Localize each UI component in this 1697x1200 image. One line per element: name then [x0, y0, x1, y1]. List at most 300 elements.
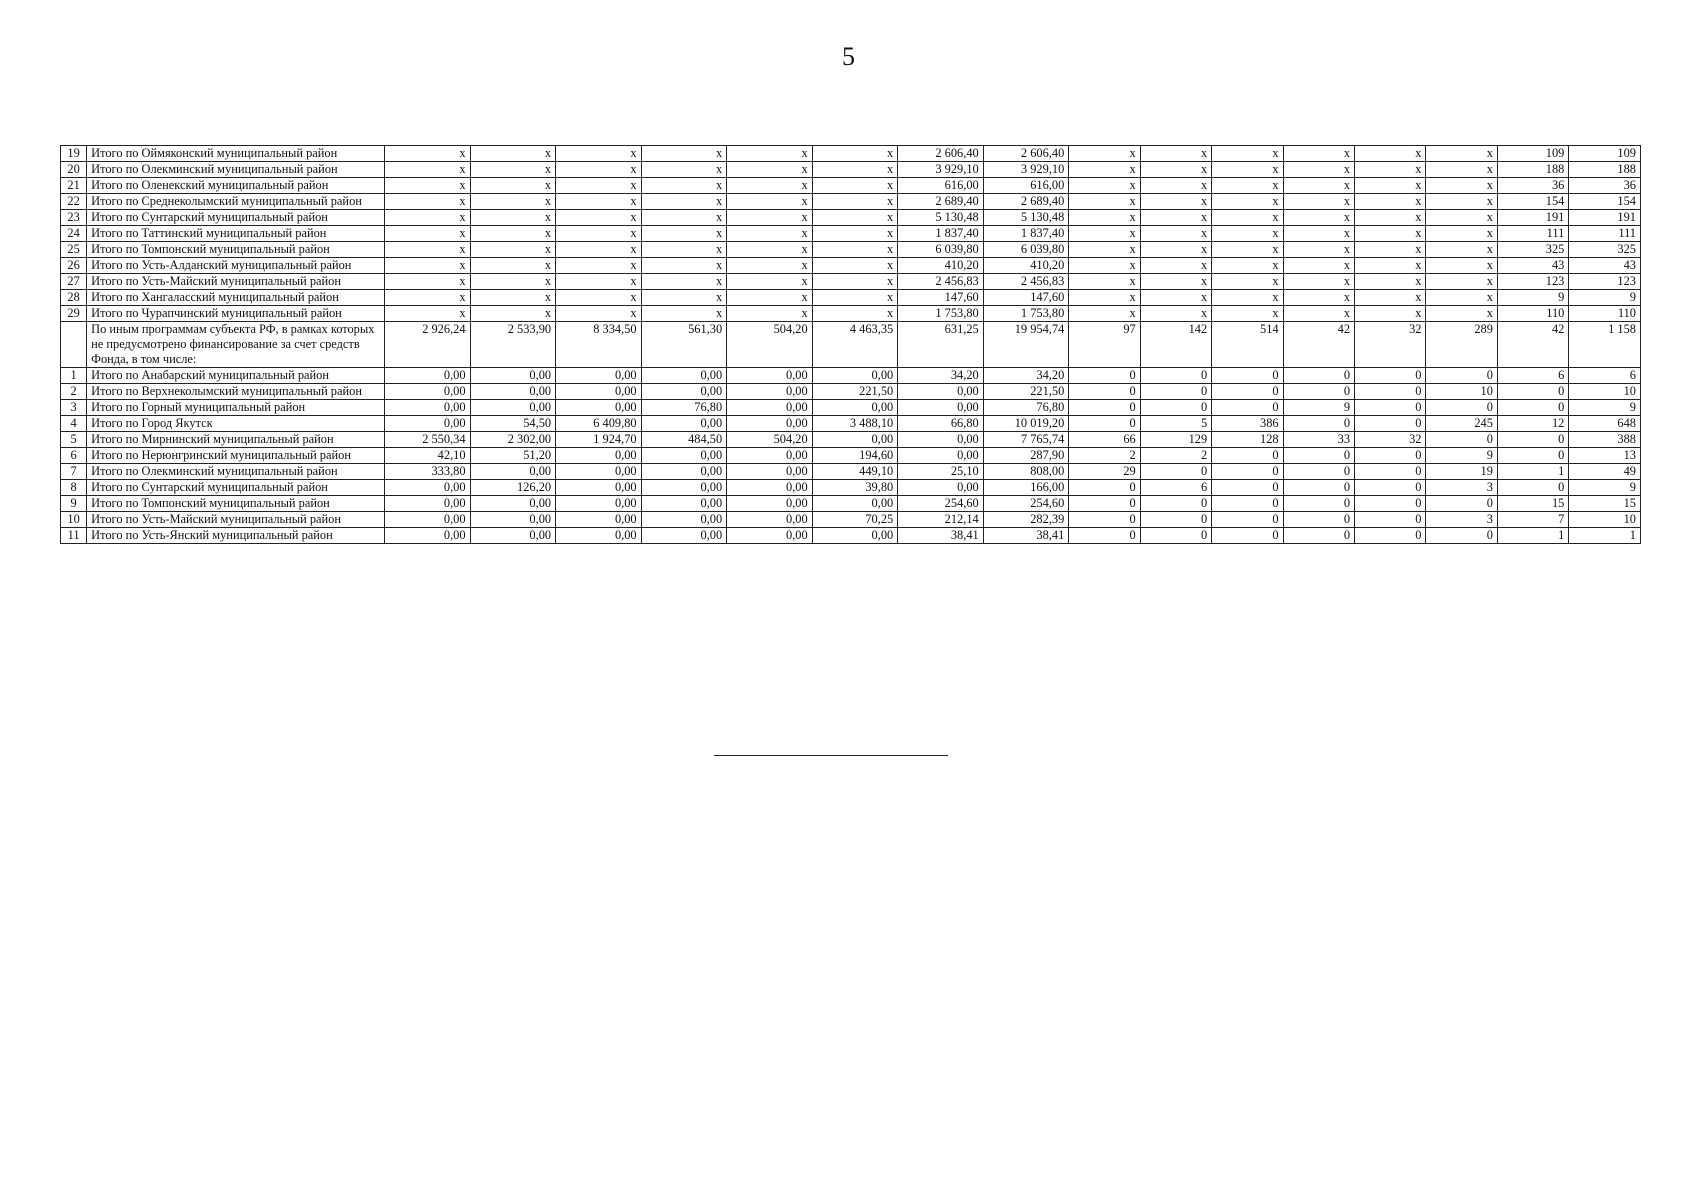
table-row	[61, 512, 1641, 528]
table-cell: х	[1140, 290, 1211, 306]
table-cell: 10	[1569, 512, 1641, 528]
table-cell: х	[641, 258, 727, 274]
table-cell: х	[727, 226, 813, 242]
row-number: 5	[61, 432, 87, 448]
table-row	[61, 322, 1641, 368]
table-cell: х	[385, 178, 471, 194]
table-cell: х	[641, 162, 727, 178]
table-cell: 0	[1497, 432, 1568, 448]
table-cell: 0,00	[641, 480, 727, 496]
table-cell: 76,80	[641, 400, 727, 416]
table-cell: 0	[1355, 368, 1426, 384]
table-cell: 32	[1355, 432, 1426, 448]
table-row	[61, 464, 1641, 480]
table-cell: 191	[1569, 210, 1641, 226]
table-cell: 0,00	[812, 432, 898, 448]
table-cell: х	[385, 162, 471, 178]
table-cell: 8 334,50	[556, 322, 642, 368]
table-cell: 0,00	[641, 448, 727, 464]
table-cell: 449,10	[812, 464, 898, 480]
table-cell: 6	[1140, 480, 1211, 496]
table-cell: х	[1212, 274, 1283, 290]
table-cell: х	[556, 306, 642, 322]
table-cell: х	[1355, 162, 1426, 178]
table-row	[61, 146, 1641, 162]
table-cell: х	[1140, 306, 1211, 322]
table-cell: 504,20	[727, 432, 813, 448]
table-cell: 0	[1283, 416, 1354, 432]
table-cell: 142	[1140, 322, 1211, 368]
table-cell: 616,00	[898, 178, 984, 194]
table-cell: х	[812, 194, 898, 210]
table-cell: х	[812, 258, 898, 274]
table-cell: х	[1140, 274, 1211, 290]
table-cell: х	[641, 226, 727, 242]
table-cell: 0,00	[385, 512, 471, 528]
table-cell: х	[1140, 194, 1211, 210]
table-cell: 0	[1212, 512, 1283, 528]
table-cell: х	[385, 210, 471, 226]
table-cell: 126,20	[470, 480, 556, 496]
row-name: Итого по Мирнинский муниципальный район	[87, 432, 385, 448]
table-cell: 12	[1497, 416, 1568, 432]
table-cell: 0,00	[727, 416, 813, 432]
table-cell: 0	[1283, 368, 1354, 384]
row-name: Итого по Сунтарский муниципальный район	[87, 480, 385, 496]
table-cell: х	[1140, 162, 1211, 178]
table-cell: 0,00	[727, 448, 813, 464]
table-cell: 66	[1069, 432, 1140, 448]
table-cell: 0,00	[385, 496, 471, 512]
table-cell: х	[385, 306, 471, 322]
table-cell: 42,10	[385, 448, 471, 464]
table-cell: 0,00	[898, 384, 984, 400]
table-cell: х	[1283, 194, 1354, 210]
table-cell: 10	[1569, 384, 1641, 400]
table-cell: 0	[1355, 512, 1426, 528]
table-cell: 123	[1497, 274, 1568, 290]
table-cell: х	[1426, 242, 1497, 258]
table-cell: х	[1212, 226, 1283, 242]
table-cell: 0,00	[727, 512, 813, 528]
table-cell: 0,00	[470, 512, 556, 528]
table-cell: 0	[1497, 384, 1568, 400]
table-cell: 0	[1140, 400, 1211, 416]
table-cell: 0	[1140, 384, 1211, 400]
table-cell: 2 606,40	[898, 146, 984, 162]
table-cell: 33	[1283, 432, 1354, 448]
table-cell: 0,00	[385, 400, 471, 416]
table-cell: 0,00	[727, 480, 813, 496]
row-number: 6	[61, 448, 87, 464]
table-cell: х	[1283, 146, 1354, 162]
table-cell: х	[1140, 210, 1211, 226]
table-cell: 2 550,34	[385, 432, 471, 448]
row-name: Итого по Оймяконский муниципальный район	[87, 146, 385, 162]
table-cell: х	[470, 146, 556, 162]
table-cell: 0	[1283, 464, 1354, 480]
table-cell: 0,00	[727, 528, 813, 544]
table-cell: х	[1140, 178, 1211, 194]
table-cell: 325	[1497, 242, 1568, 258]
table-cell: 2 456,83	[898, 274, 984, 290]
table-cell: 0,00	[385, 384, 471, 400]
table-cell: х	[1355, 194, 1426, 210]
table-cell: 66,80	[898, 416, 984, 432]
table-cell: х	[470, 242, 556, 258]
table-cell: х	[727, 258, 813, 274]
table-cell: х	[1283, 226, 1354, 242]
table-cell: 0	[1497, 480, 1568, 496]
table-cell: х	[1426, 178, 1497, 194]
table-cell: х	[812, 162, 898, 178]
row-name: Итого по Среднеколымский муниципальный район	[87, 194, 385, 210]
table-row	[61, 242, 1641, 258]
table-cell: 3	[1426, 480, 1497, 496]
table-cell: 212,14	[898, 512, 984, 528]
row-name: Итого по Оленекский муниципальный район	[87, 178, 385, 194]
table-cell: х	[1355, 290, 1426, 306]
table-cell: 0	[1140, 464, 1211, 480]
table-cell: 123	[1569, 274, 1641, 290]
table-row	[61, 226, 1641, 242]
row-number: 7	[61, 464, 87, 480]
table-cell: х	[1283, 274, 1354, 290]
table-cell: х	[641, 178, 727, 194]
table-cell: х	[1069, 306, 1140, 322]
table-row	[61, 480, 1641, 496]
table-cell: 109	[1497, 146, 1568, 162]
table-cell: х	[556, 194, 642, 210]
table-cell: 333,80	[385, 464, 471, 480]
table-cell: х	[385, 242, 471, 258]
row-number: 2	[61, 384, 87, 400]
table-cell: х	[385, 290, 471, 306]
table-cell: 282,39	[983, 512, 1069, 528]
table-cell: 0	[1497, 400, 1568, 416]
table-cell: х	[1283, 178, 1354, 194]
table-cell: 1	[1497, 464, 1568, 480]
table-cell: 0,00	[556, 512, 642, 528]
table-cell: х	[385, 146, 471, 162]
table-cell: 97	[1069, 322, 1140, 368]
table-cell: х	[812, 178, 898, 194]
table-cell: х	[556, 274, 642, 290]
table-cell: 0	[1355, 448, 1426, 464]
table-cell: 504,20	[727, 322, 813, 368]
table-cell: 0	[1140, 512, 1211, 528]
table-cell: 245	[1426, 416, 1497, 432]
table-cell: 154	[1569, 194, 1641, 210]
table-cell: 9	[1497, 290, 1568, 306]
table-cell: х	[641, 306, 727, 322]
table-cell: 10	[1426, 384, 1497, 400]
table-cell: х	[470, 194, 556, 210]
table-cell: 147,60	[898, 290, 984, 306]
table-cell: 0,00	[470, 464, 556, 480]
table-cell: 0,00	[385, 480, 471, 496]
table-row	[61, 258, 1641, 274]
table-cell: 0	[1355, 464, 1426, 480]
table-cell: х	[1355, 274, 1426, 290]
table-cell: 9	[1569, 480, 1641, 496]
table-cell: 154	[1497, 194, 1568, 210]
table-cell: 0,00	[385, 528, 471, 544]
table-cell: 0,00	[727, 400, 813, 416]
table-cell: 4 463,35	[812, 322, 898, 368]
table-cell: 5	[1140, 416, 1211, 432]
table-cell: х	[1426, 258, 1497, 274]
row-number: 20	[61, 162, 87, 178]
table-cell: х	[1212, 242, 1283, 258]
table-cell: 0	[1069, 400, 1140, 416]
table-cell: х	[470, 162, 556, 178]
table-cell: 43	[1497, 258, 1568, 274]
table-cell: 1 837,40	[898, 226, 984, 242]
table-cell: 188	[1497, 162, 1568, 178]
table-cell: 0	[1283, 496, 1354, 512]
table-cell: 0	[1212, 384, 1283, 400]
footer-divider	[714, 755, 948, 756]
table-cell: 0,00	[556, 528, 642, 544]
table-cell: 38,41	[898, 528, 984, 544]
table-cell: х	[812, 146, 898, 162]
table-cell: 0,00	[556, 384, 642, 400]
table-cell: 0,00	[727, 368, 813, 384]
table-cell: 0	[1283, 512, 1354, 528]
table-cell: 19	[1426, 464, 1497, 480]
table-cell: х	[727, 210, 813, 226]
row-number: 26	[61, 258, 87, 274]
table-cell: х	[1069, 210, 1140, 226]
row-number	[61, 322, 87, 368]
table-cell: х	[470, 258, 556, 274]
table-cell: 0	[1283, 384, 1354, 400]
table-cell: 38,41	[983, 528, 1069, 544]
table-cell: х	[1283, 242, 1354, 258]
table-cell: х	[641, 210, 727, 226]
row-number: 1	[61, 368, 87, 384]
table-cell: 0	[1069, 496, 1140, 512]
table-row	[61, 432, 1641, 448]
row-number: 11	[61, 528, 87, 544]
table-cell: х	[1355, 226, 1426, 242]
row-name: Итого по Усть-Майский муниципальный район	[87, 512, 385, 528]
table-cell: 0	[1069, 528, 1140, 544]
table-cell: 10 019,20	[983, 416, 1069, 432]
table-cell: х	[1069, 178, 1140, 194]
table-cell: 808,00	[983, 464, 1069, 480]
table-cell: 0	[1212, 368, 1283, 384]
table-cell: х	[727, 194, 813, 210]
table-cell: 0,00	[556, 368, 642, 384]
table-row	[61, 274, 1641, 290]
table-cell: 7 765,74	[983, 432, 1069, 448]
table-cell: х	[1212, 178, 1283, 194]
table-cell: 49	[1569, 464, 1641, 480]
table-cell: х	[641, 242, 727, 258]
row-name: Итого по Сунтарский муниципальный район	[87, 210, 385, 226]
table-cell: х	[470, 210, 556, 226]
table-cell: 39,80	[812, 480, 898, 496]
table-cell: 110	[1569, 306, 1641, 322]
row-name: Итого по Усть-Майский муниципальный район	[87, 274, 385, 290]
table-cell: 0	[1212, 448, 1283, 464]
table-cell: 32	[1355, 322, 1426, 368]
table-cell: 166,00	[983, 480, 1069, 496]
table-cell: 0,00	[470, 400, 556, 416]
table-cell: х	[1069, 258, 1140, 274]
table-cell: 6 039,80	[898, 242, 984, 258]
table-cell: х	[1283, 306, 1354, 322]
table-cell: х	[556, 242, 642, 258]
table-cell: 34,20	[898, 368, 984, 384]
table-cell: х	[385, 258, 471, 274]
table-cell: х	[1283, 210, 1354, 226]
table-cell: 0	[1069, 416, 1140, 432]
table-cell: х	[1069, 194, 1140, 210]
table-cell: х	[1212, 290, 1283, 306]
table-cell: 1 924,70	[556, 432, 642, 448]
table-cell: 129	[1140, 432, 1211, 448]
table-cell: х	[470, 290, 556, 306]
table-cell: х	[556, 226, 642, 242]
table-cell: 76,80	[983, 400, 1069, 416]
row-name: Итого по Таттинский муниципальный район	[87, 226, 385, 242]
table-cell: 5 130,48	[983, 210, 1069, 226]
table-cell: 0	[1355, 384, 1426, 400]
table-row	[61, 368, 1641, 384]
table-cell: х	[556, 210, 642, 226]
table-cell: 0,00	[641, 368, 727, 384]
table-cell: 0	[1355, 416, 1426, 432]
table-cell: 9	[1569, 290, 1641, 306]
table-cell: х	[1283, 290, 1354, 306]
row-number: 24	[61, 226, 87, 242]
table-cell: 0	[1069, 384, 1140, 400]
table-cell: 1 753,80	[983, 306, 1069, 322]
table-cell: х	[556, 178, 642, 194]
table-cell: 34,20	[983, 368, 1069, 384]
table-cell: х	[1426, 274, 1497, 290]
table-cell: 0	[1426, 368, 1497, 384]
table-cell: 188	[1569, 162, 1641, 178]
table-cell: 325	[1569, 242, 1641, 258]
table-cell: 6	[1497, 368, 1568, 384]
table-cell: 6 409,80	[556, 416, 642, 432]
table-cell: х	[1069, 162, 1140, 178]
report-table	[60, 145, 1641, 544]
table-cell: 254,60	[898, 496, 984, 512]
table-cell: 3	[1426, 512, 1497, 528]
table-cell: 0,00	[812, 368, 898, 384]
table-cell: х	[727, 178, 813, 194]
table-cell: 648	[1569, 416, 1641, 432]
table-cell: 2 533,90	[470, 322, 556, 368]
table-cell: 0,00	[556, 464, 642, 480]
table-cell: х	[1426, 162, 1497, 178]
table-cell: 254,60	[983, 496, 1069, 512]
table-cell: х	[1069, 274, 1140, 290]
table-cell: х	[812, 242, 898, 258]
table-cell: 1 158	[1569, 322, 1641, 368]
table-cell: 0	[1355, 528, 1426, 544]
row-number: 9	[61, 496, 87, 512]
table-cell: 0,00	[812, 400, 898, 416]
table-cell: 7	[1497, 512, 1568, 528]
row-name: Итого по Томпонский муниципальный район	[87, 496, 385, 512]
table-row	[61, 416, 1641, 432]
table-cell: х	[556, 146, 642, 162]
table-cell: 0,00	[898, 400, 984, 416]
table-cell: 111	[1569, 226, 1641, 242]
table-cell: 0	[1069, 480, 1140, 496]
table-cell: 36	[1569, 178, 1641, 194]
table-cell: 0,00	[470, 384, 556, 400]
table-cell: 0	[1140, 496, 1211, 512]
table-cell: 111	[1497, 226, 1568, 242]
table-cell: 0,00	[898, 432, 984, 448]
table-cell: х	[812, 274, 898, 290]
table-cell: 19 954,74	[983, 322, 1069, 368]
table-cell: х	[727, 162, 813, 178]
table-cell: х	[641, 194, 727, 210]
table-cell: 631,25	[898, 322, 984, 368]
row-name: Итого по Город Якутск	[87, 416, 385, 432]
row-name: По иным программам субъекта РФ, в рамках которых не предусмотрено финансирование за счет средств Фонда, в том числе:	[87, 322, 385, 368]
table-cell: х	[1212, 258, 1283, 274]
row-name: Итого по Горный муниципальный район	[87, 400, 385, 416]
table-cell: х	[1355, 258, 1426, 274]
row-name: Итого по Усть-Алданский муниципальный район	[87, 258, 385, 274]
table-cell: 2	[1140, 448, 1211, 464]
table-cell: х	[1426, 226, 1497, 242]
table-cell: 289	[1426, 322, 1497, 368]
table-cell: х	[1426, 146, 1497, 162]
table-cell: 0,00	[641, 512, 727, 528]
table-row	[61, 528, 1641, 544]
table-cell: 410,20	[898, 258, 984, 274]
table-cell: 0,00	[812, 496, 898, 512]
table-cell: 0,00	[641, 496, 727, 512]
table-cell: 484,50	[641, 432, 727, 448]
table-cell: 70,25	[812, 512, 898, 528]
row-name: Итого по Усть-Янский муниципальный район	[87, 528, 385, 544]
page-number: 5	[842, 42, 855, 71]
table-cell: х	[1140, 242, 1211, 258]
row-number: 22	[61, 194, 87, 210]
table-cell: х	[812, 290, 898, 306]
table-cell: 51,20	[470, 448, 556, 464]
row-number: 8	[61, 480, 87, 496]
table-cell: 42	[1497, 322, 1568, 368]
table-row	[61, 210, 1641, 226]
table-cell: 42	[1283, 322, 1354, 368]
table-cell: 221,50	[812, 384, 898, 400]
table-cell: х	[727, 306, 813, 322]
table-cell: х	[470, 226, 556, 242]
table-cell: х	[727, 290, 813, 306]
table-cell: х	[1355, 242, 1426, 258]
table-row	[61, 194, 1641, 210]
table-cell: х	[1069, 226, 1140, 242]
table-cell: 3 929,10	[898, 162, 984, 178]
row-number: 28	[61, 290, 87, 306]
table-cell: 2	[1069, 448, 1140, 464]
table-cell: х	[812, 210, 898, 226]
row-name: Итого по Томпонский муниципальный район	[87, 242, 385, 258]
table-cell: 9	[1569, 400, 1641, 416]
